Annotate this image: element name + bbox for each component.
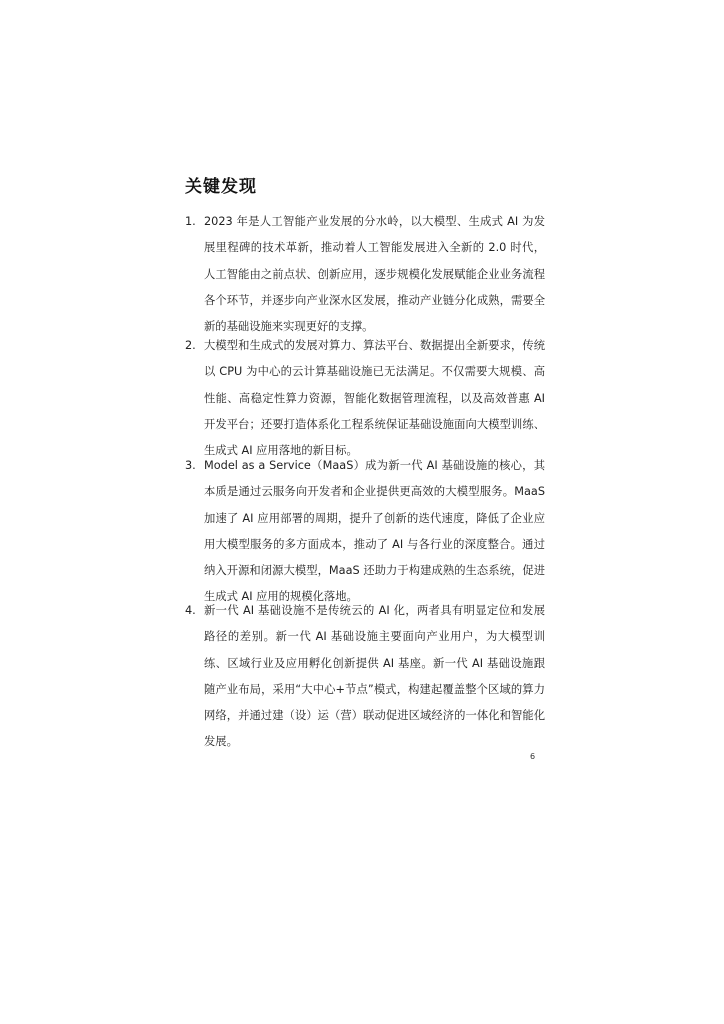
- finding-number: 1.: [185, 215, 196, 228]
- finding-number: 3.: [185, 459, 196, 472]
- finding-text: Model as a Service（MaaS）成为新一代 AI 基础设施的核心，其本质是通过云服务向开发者和企业提供更高效的大模型服务。MaaS 加速了 AI 应用部署的周期，提升了创新的迭代速度，降低了企业应用大模型服务的多方面成本，推动了 AI 与各行业的深度整合。通过纳入开源和闭源大模型，MaaS 还助力于构建成熟的生态系统，促进生成式 AI 应用的规模化落地。: [204, 459, 545, 604]
- page-title: 关键发现: [185, 177, 257, 197]
- finding-text: 新一代 AI 基础设施不是传统云的 AI 化，两者具有明显定位和发展路径的差别。新一代 AI 基础设施主要面向产业用户，为大模型训练、区域行业及应用孵化创新提供 AI 基座。新一代 AI 基础设施跟随产业布局，采用“大中心+节点”模式，构建起覆盖整个区域的算力网络，并通过建（设）运（营）联动促进区域经济的一体化和智能化发展。: [204, 604, 545, 749]
- finding-text: 2023 年是人工智能产业发展的分水岭，以大模型、生成式 AI 为发展里程碑的技术革新，推动着人工智能发展进入全新的 2.0 时代，人工智能由之前点状、创新应用，逐步规模化发展赋能企业业务流程各个环节，并逐步向产业深水区发展，推动产业链分化成熟，需要全新的基础设施来实现更好的支撑。: [204, 215, 545, 334]
- finding-number: 2.: [185, 339, 196, 352]
- page-number: 6: [530, 752, 536, 761]
- finding-number: 4.: [185, 604, 196, 617]
- finding-text: 大模型和生成式的发展对算力、算法平台、数据提出全新要求，传统以 CPU 为中心的云计算基础设施已无法满足。不仅需要大规模、高性能、高稳定性算力资源，智能化数据管理流程，以及高效普惠 AI 开发平台；还要打造体系化工程系统保证基础设施面向大模型训练、生成式 AI 应用落地的新目标。: [204, 339, 545, 458]
